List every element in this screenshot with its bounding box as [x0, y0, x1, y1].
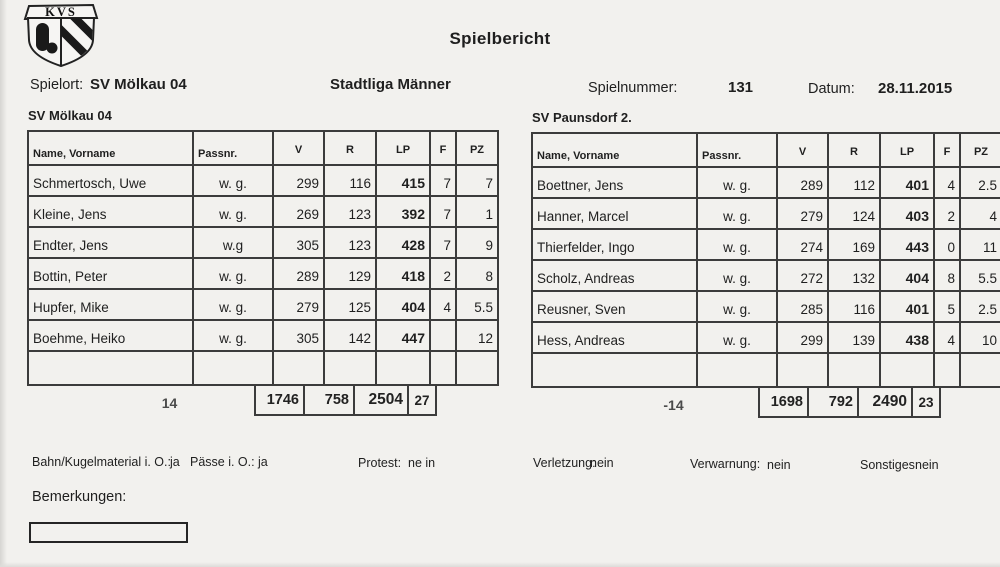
passnr-cell: w. g. — [193, 258, 273, 289]
player-row — [532, 167, 1000, 198]
f-value-cell: 5 — [934, 291, 960, 322]
r-value-cell: 132 — [828, 260, 880, 291]
sonstiges-label: Sonstiges — [860, 458, 915, 472]
player-name-cell: Endter, Jens — [28, 227, 193, 258]
r-value-cell: 112 — [828, 167, 880, 198]
empty-cell — [273, 351, 324, 385]
player-name-cell: Boehme, Heiko — [28, 320, 193, 351]
empty-cell — [697, 353, 777, 387]
f-value-cell: 0 — [934, 229, 960, 260]
player-name-cell: Reusner, Sven — [532, 291, 697, 322]
column-header-f: F — [430, 131, 456, 165]
lp-value-cell: 438 — [880, 322, 934, 353]
guest-total-v: 1698 — [758, 386, 809, 418]
lp-value-cell: 447 — [376, 320, 430, 351]
player-name-cell: Hanner, Marcel — [532, 198, 697, 229]
passnr-cell: w. g. — [697, 229, 777, 260]
f-value-cell: 7 — [430, 165, 456, 196]
guest-team-totals-row — [758, 386, 941, 418]
lp-value-cell: 404 — [880, 260, 934, 291]
column-header-f: F — [934, 133, 960, 167]
guest-total-lp: 2490 — [857, 386, 913, 418]
lp-value-cell: 418 — [376, 258, 430, 289]
lp-value-cell: 415 — [376, 165, 430, 196]
v-value-cell: 269 — [273, 196, 324, 227]
player-row — [28, 289, 498, 320]
lp-value-cell: 428 — [376, 227, 430, 258]
passnr-cell: w. g. — [193, 165, 273, 196]
home-total-r: 758 — [303, 384, 355, 416]
empty-cell — [324, 351, 376, 385]
bemerkungen-label: Bemerkungen: — [32, 489, 127, 505]
f-value-cell: 4 — [430, 289, 456, 320]
r-value-cell: 169 — [828, 229, 880, 260]
empty-cell — [777, 353, 828, 387]
home-total-lp: 2504 — [353, 384, 409, 416]
verletzung-value: nein — [590, 456, 614, 470]
pz-value-cell: 10 — [960, 322, 1000, 353]
empty-row — [532, 353, 1000, 387]
logo-text: KVS — [45, 5, 77, 19]
player-name-cell: Hupfer, Mike — [28, 289, 193, 320]
f-value-cell: 2 — [934, 198, 960, 229]
v-value-cell: 299 — [777, 322, 828, 353]
column-header-lp: LP — [376, 131, 430, 165]
player-row — [28, 258, 498, 289]
lp-value-cell: 404 — [376, 289, 430, 320]
column-header-lp: LP — [880, 133, 934, 167]
sonstiges-value: nein — [915, 458, 939, 472]
verwarnung-value: nein — [767, 458, 791, 472]
passnr-cell: w. g. — [193, 320, 273, 351]
paesse-value: ja — [258, 455, 268, 469]
bahn-kugelmaterial-value: ja — [170, 455, 180, 469]
empty-cell — [456, 351, 498, 385]
r-value-cell: 129 — [324, 258, 376, 289]
column-header-v: V — [777, 133, 828, 167]
v-value-cell: 279 — [273, 289, 324, 320]
empty-cell — [376, 351, 430, 385]
player-name-cell: Kleine, Jens — [28, 196, 193, 227]
empty-cell — [28, 351, 193, 385]
pz-value-cell: 8 — [456, 258, 498, 289]
passnr-cell: w. g. — [697, 260, 777, 291]
pz-value-cell: 2.5 — [960, 167, 1000, 198]
pz-value-cell: 9 — [456, 227, 498, 258]
empty-cell — [934, 353, 960, 387]
v-value-cell: 289 — [777, 167, 828, 198]
protest-value: ne in — [408, 456, 436, 470]
bahn-kugelmaterial-label: Bahn/Kugelmaterial i. O.: — [32, 455, 171, 469]
player-row — [28, 165, 498, 196]
verwarnung-label: Verwarnung: — [690, 457, 761, 471]
player-name-cell: Bottin, Peter — [28, 258, 193, 289]
v-value-cell: 274 — [777, 229, 828, 260]
home-total-v: 1746 — [254, 384, 305, 416]
home-team-points: 14 — [161, 395, 178, 411]
v-value-cell: 305 — [273, 320, 324, 351]
pz-value-cell: 1 — [456, 196, 498, 227]
table-header-row — [28, 131, 498, 165]
guest-total-r: 792 — [807, 386, 859, 418]
v-value-cell: 285 — [777, 291, 828, 322]
lp-value-cell: 403 — [880, 198, 934, 229]
player-row — [532, 291, 1000, 322]
column-header-name-vorname: Name, Vorname — [28, 131, 193, 165]
r-value-cell: 142 — [324, 320, 376, 351]
liga-name: Stadtliga Männer — [330, 76, 451, 93]
player-name-cell: Thierfelder, Ingo — [532, 229, 697, 260]
lp-value-cell: 401 — [880, 167, 934, 198]
f-value-cell — [430, 320, 456, 351]
v-value-cell: 289 — [273, 258, 324, 289]
player-row — [28, 320, 498, 351]
r-value-cell: 116 — [324, 165, 376, 196]
v-value-cell: 299 — [273, 165, 324, 196]
player-row — [532, 229, 1000, 260]
spielnummer-value: 131 — [728, 79, 754, 96]
bemerkungen-box — [29, 522, 188, 543]
home-total-f: 27 — [407, 384, 437, 416]
column-header-name-vorname: Name, Vorname — [532, 133, 697, 167]
player-row — [532, 260, 1000, 291]
verletzung-label: Verletzung: — [533, 456, 596, 470]
column-header-r: R — [828, 133, 880, 167]
player-name-cell: Boettner, Jens — [532, 167, 697, 198]
empty-cell — [430, 351, 456, 385]
pz-value-cell: 7 — [456, 165, 498, 196]
pz-value-cell: 11 — [960, 229, 1000, 260]
f-value-cell: 4 — [934, 322, 960, 353]
f-value-cell: 4 — [934, 167, 960, 198]
pz-value-cell: 4 — [960, 198, 1000, 229]
lp-value-cell: 392 — [376, 196, 430, 227]
pz-value-cell: 5.5 — [960, 260, 1000, 291]
lp-value-cell: 443 — [880, 229, 934, 260]
home-team-table — [27, 130, 499, 386]
player-name-cell: Scholz, Andreas — [532, 260, 697, 291]
empty-cell — [880, 353, 934, 387]
guest-total-f: 23 — [911, 386, 941, 418]
player-row — [28, 196, 498, 227]
column-header-v: V — [273, 131, 324, 165]
guest-team-points: -14 — [663, 397, 684, 413]
empty-row — [28, 351, 498, 385]
f-value-cell: 2 — [430, 258, 456, 289]
r-value-cell: 139 — [828, 322, 880, 353]
f-value-cell: 7 — [430, 227, 456, 258]
passnr-cell: w.g — [193, 227, 273, 258]
column-header-pz: PZ — [960, 133, 1000, 167]
v-value-cell: 272 — [777, 260, 828, 291]
passnr-cell: w. g. — [697, 198, 777, 229]
home-team-name: SV Mölkau 04 — [28, 108, 112, 123]
guest-team-name: SV Paunsdorf 2. — [532, 110, 632, 125]
empty-cell — [960, 353, 1000, 387]
column-header-pz: PZ — [456, 131, 498, 165]
passnr-cell: w. g. — [697, 167, 777, 198]
pz-value-cell: 5.5 — [456, 289, 498, 320]
r-value-cell: 123 — [324, 196, 376, 227]
empty-cell — [828, 353, 880, 387]
spielnummer-label: Spielnummer: — [588, 80, 678, 96]
r-value-cell: 124 — [828, 198, 880, 229]
spielort-label: Spielort: — [30, 77, 84, 93]
table-header-row — [532, 133, 1000, 167]
player-row — [28, 227, 498, 258]
datum-value: 28.11.2015 — [878, 80, 953, 97]
pz-value-cell: 2.5 — [960, 291, 1000, 322]
lp-value-cell: 401 — [880, 291, 934, 322]
guest-team-table — [531, 132, 1000, 388]
f-value-cell: 8 — [934, 260, 960, 291]
r-value-cell: 123 — [324, 227, 376, 258]
r-value-cell: 116 — [828, 291, 880, 322]
passnr-cell: w. g. — [193, 289, 273, 320]
pz-value-cell: 12 — [456, 320, 498, 351]
player-row — [532, 198, 1000, 229]
f-value-cell: 7 — [430, 196, 456, 227]
datum-label: Datum: — [808, 81, 855, 97]
v-value-cell: 305 — [273, 227, 324, 258]
home-team-totals-row — [254, 384, 437, 416]
column-header-passnr: Passnr. — [697, 133, 777, 167]
column-header-r: R — [324, 131, 376, 165]
passnr-cell: w. g. — [697, 322, 777, 353]
passnr-cell: w. g. — [193, 196, 273, 227]
paesse-label: Pässe i. O.: — [190, 455, 255, 469]
player-row — [532, 322, 1000, 353]
player-name-cell: Schmertosch, Uwe — [28, 165, 193, 196]
empty-cell — [532, 353, 697, 387]
spielort-value: SV Mölkau 04 — [90, 76, 187, 93]
column-header-passnr: Passnr. — [193, 131, 273, 165]
page-title: Spielbericht — [449, 29, 551, 48]
protest-label: Protest: — [358, 456, 402, 470]
empty-cell — [193, 351, 273, 385]
v-value-cell: 279 — [777, 198, 828, 229]
player-name-cell: Hess, Andreas — [532, 322, 697, 353]
r-value-cell: 125 — [324, 289, 376, 320]
passnr-cell: w. g. — [697, 291, 777, 322]
